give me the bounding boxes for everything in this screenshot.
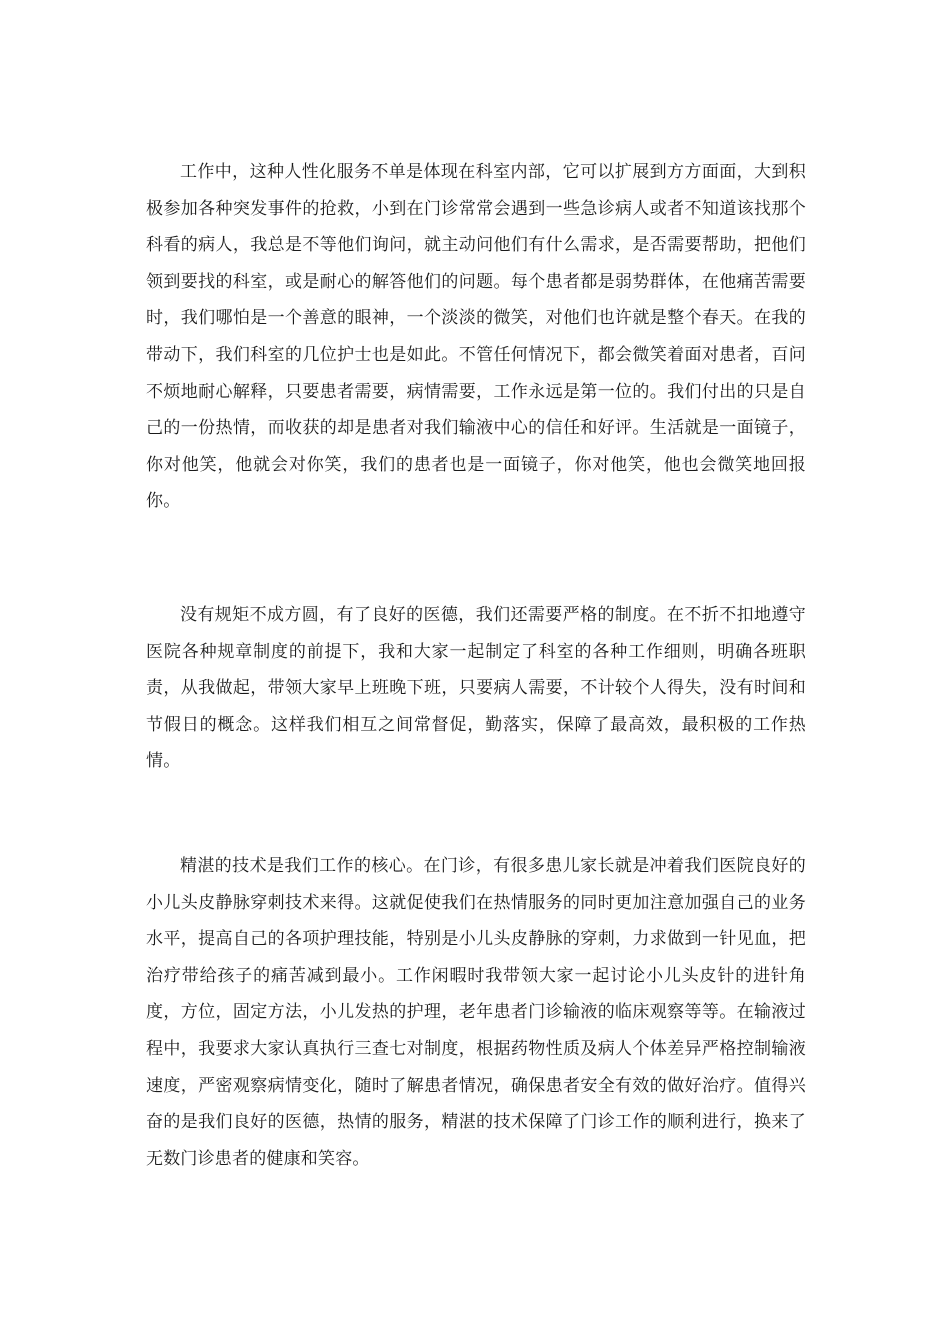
paragraph-humanized-service: 工作中，这种人性化服务不单是体现在科室内部，它可以扩展到方方面面，大到积极参加各种突发事件的抢救，小到在门诊常常会遇到一些急诊病人或者不知道该找那个科看的病人，我总是不等他们询问，就主动问他们有什么需求，是否需要帮助，把他们领到要找的科室，或是耐心的解答他们的问题。每个患者都是弱势群体，在他痛苦需要时，我们哪怕是一个善意的眼神，一个淡淡的微笑，对他们也许就是整个春天。在我的带动下，我们科室的几位护士也是如此。不管任何情况下，都会微笑着面对患者，百问不烦地耐心解释，只要患者需要，病情需要，工作永远是第一位的。我们付出的只是自己的一份热情，而收获的却是患者对我们输液中心的信任和好评。生活就是一面镜子，你对他笑，他就会对你笑，我们的患者也是一面镜子，你对他笑，他也会微笑地回报你。 bbox=[146, 162, 806, 512]
paragraph-skilled-technique: 精湛的技术是我们工作的核心。在门诊，有很多患儿家长就是冲着我们医院良好的小儿头皮静脉穿刺技术来得。这就促使我们在热情服务的同时更加注意加强自己的业务水平，提高自己的各项护理技能，特别是小儿头皮静脉的穿刺，力求做到一针见血，把治疗带给孩子的痛苦减到最小。工作闲暇时我带领大家一起讨论小儿头皮针的进针角度，方位，固定方法，小儿发热的护理，老年患者门诊输液的临床观察等等。在输液过程中，我要求大家认真执行三查七对制度，根据药物性质及病人个体差异严格控制输液速度，严密观察病情变化，随时了解患者情况，确保患者安全有效的做好治疗。值得兴奋的是我们良好的医德，热情的服务，精湛的技术保障了门诊工作的顺利进行，换来了无数门诊患者的健康和笑容。 bbox=[146, 856, 806, 1169]
paragraph-strict-rules: 没有规矩不成方圆，有了良好的医德，我们还需要严格的制度。在不折不扣地遵守医院各种规章制度的前提下，我和大家一起制定了科室的各种工作细则，明确各班职责，从我做起，带领大家早上班晚下班，只要病人需要，不计较个人得失，没有时间和节假日的概念。这样我们相互之间常督促，勤落实，保障了最高效，最积极的工作热情。 bbox=[146, 605, 806, 772]
